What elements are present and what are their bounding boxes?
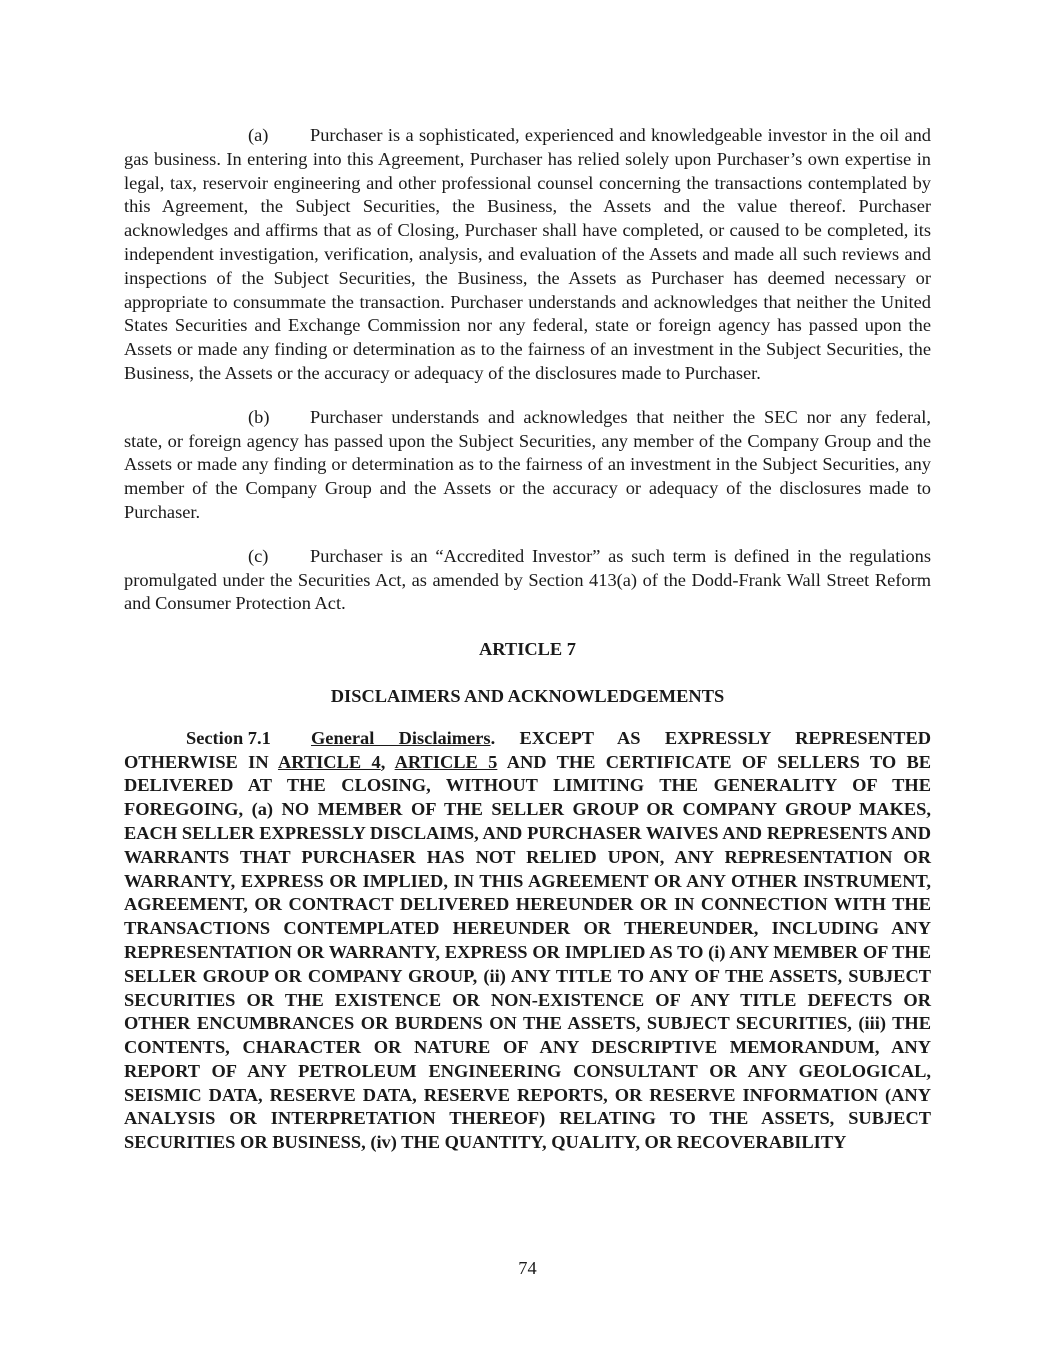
section-7-1	[124, 727, 931, 1155]
paragraph-b-marker: (b)	[248, 406, 270, 427]
section-text-part2: AND THE CERTIFICATE OF SELLERS TO BE DELIVERED AT THE CLOSING, WITHOUT LIMITING THE GENERALITY OF THE FOREGOING, (a) NO MEMBER OF THE SELLER GROUP OR COMPANY GROUP MAKES, EACH SELLER EXPRESSLY DISCLAIMS, AND PURCHASER WAIVES AND REPRESENTS AND WARRANTS THAT PURCHASER HAS NOT RELIED UPON, ANY REPRESENTATION OR WARRANTY, EXPRESS OR IMPLIED, IN THIS AGREEMENT OR ANY OTHER INSTRUMENT, AGREEMENT, OR CONTRACT DELIVERED HEREUNDER OR IN CONNECTION WITH THE TRANSACTIONS CONTEMPLATED HEREUNDER OR THEREUNDER, INCLUDING ANY REPRESENTATION OR WARRANTY, EXPRESS OR IMPLIED AS TO (i) ANY MEMBER OF THE SELLER GROUP OR COMPANY GROUP, (ii) ANY TITLE TO ANY OF THE ASSETS, SUBJECT SECURITIES OR THE EXISTENCE OR NON-EXISTENCE OF ANY TITLE DEFECTS OR OTHER ENCUMBRANCES OR BURDENS ON THE ASSETS, SUBJECT SECURITIES, (iii) THE CONTENTS, CHARACTER OR NATURE OF ANY DESCRIPTIVE MEMORANDUM, ANY REPORT OF ANY PETROLEUM ENGINEERING CONSULTANT OR ANY GEOLOGICAL, SEISMIC DATA, RESERVE DATA, RESERVE REPORTS, OR RESERVE INFORMATION (ANY ANALYSIS OR INTERPRETATION THEREOF) RELATING TO THE ASSETS, SUBJECT SECURITIES OR BUSINESS, (iv) THE QUANTITY, QUALITY, OR RECOVERABILITY	[124, 751, 932, 1153]
paragraph-a-text: Purchaser is a sophisticated, experienced and knowledgeable investor in the oil and gas business. In entering into this Agreement, Purchaser has relied solely upon Purchaser’s own expertise in legal, tax, reservoir engineering and other professional counsel concerning the transactions contemplated by this Agreement, the Subject Securities, the Business, the Assets and the value thereof. Purchaser acknowledges and affirms that as of Closing, Purchaser shall have completed, or caused to be completed, its independent investigation, verification, analysis, and evaluation of the Assets and made all such reviews and inspections of the Subject Securities, the Business, the Assets as Purchaser has deemed necessary or appropriate to consummate the transaction. Purchaser understands and acknowledges that neither the United States Securities and Exchange Commission nor any federal, state or foreign agency has passed upon the Assets or made any finding or determination as to the fairness of an investment in the Subject Securities, the Business, the Assets or the accuracy or adequacy of the disclosures made to Purchaser.	[124, 125, 931, 383]
paragraph-b-text: Purchaser understands and acknowledges that neither the SEC nor any federal, state, or foreign agency has passed upon the Subject Securities, any member of the Company Group and the Assets or made any finding or determination as to the fairness of an investment in the Subject Securities, any member of the Company Group and the Assets or the accuracy or adequacy of the disclosures made to Purchaser.	[124, 406, 931, 522]
paragraph-c-marker: (c)	[248, 545, 269, 566]
section-heading-punct: .	[490, 727, 496, 748]
page-number: 74	[518, 1258, 537, 1278]
paragraph-c	[124, 545, 931, 616]
article-4-reference: ARTICLE 4	[277, 751, 381, 772]
section-text-part1: EXCEPT AS EXPRESSLY REPRESENTED OTHERWISE IN	[124, 727, 931, 772]
section-heading: General Disclaimers	[311, 727, 491, 748]
section-number: Section 7.1	[186, 727, 271, 748]
article-subtitle: DISCLAIMERS AND ACKNOWLEDGEMENTS	[330, 685, 725, 706]
page-content	[124, 124, 931, 1155]
article-5-reference: ARTICLE 5	[394, 751, 498, 772]
paragraph-b	[124, 406, 931, 525]
article-title: ARTICLE 7	[479, 639, 576, 660]
reference-separator: ,	[380, 751, 395, 772]
paragraph-a-marker: (a)	[248, 125, 269, 145]
paragraph-c-text: Purchaser is an “Accredited Investor” as such term is defined in the regulations promulgated under the Securities Act, as amended by Section 413(a) of the Dodd-Frank Wall Street Reform and Consumer Protection Act.	[124, 545, 931, 614]
paragraph-a	[124, 124, 931, 386]
